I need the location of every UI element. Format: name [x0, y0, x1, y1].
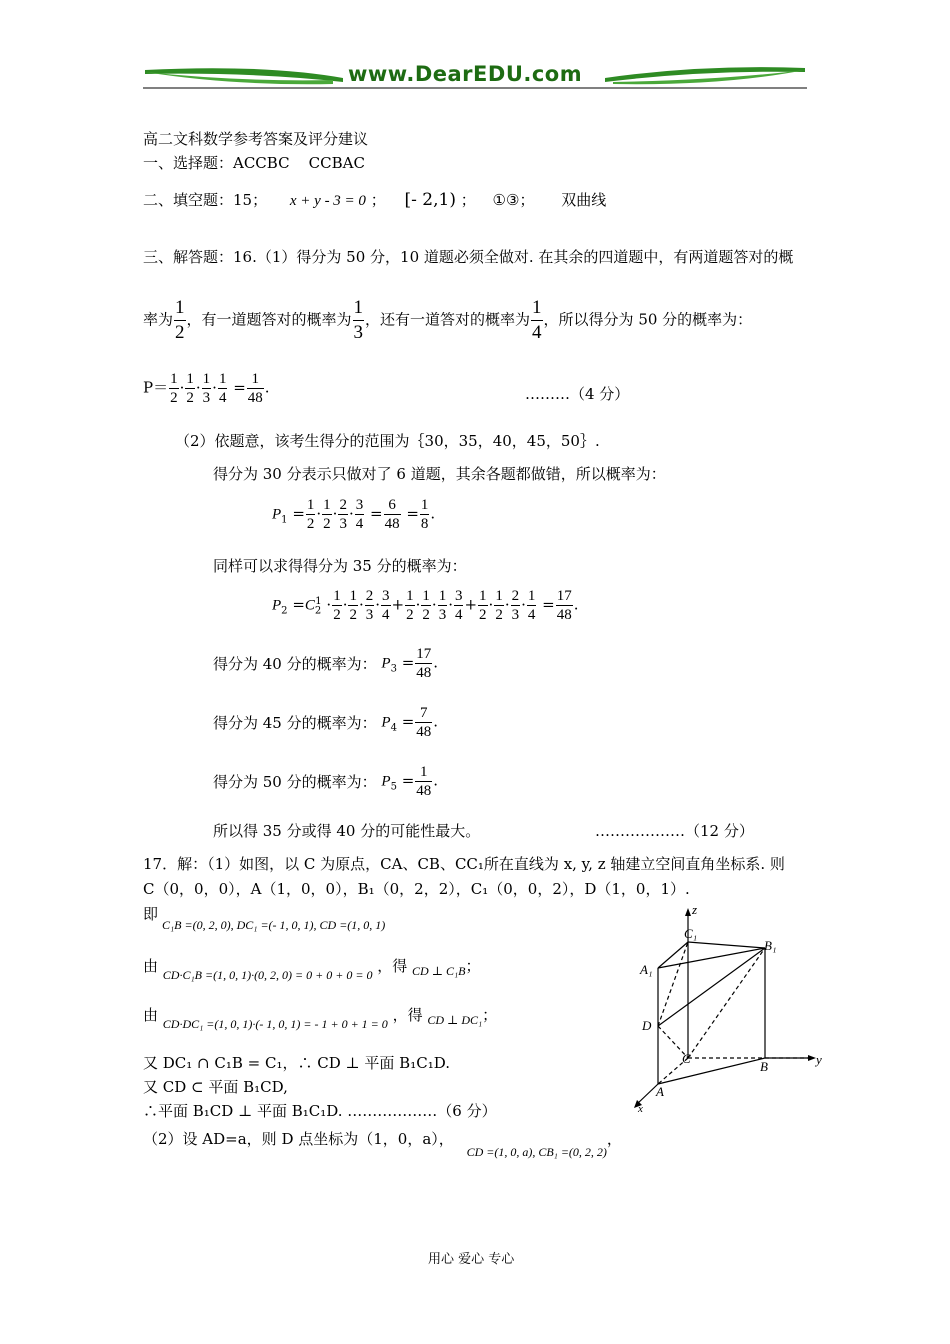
s2-sep2: ； [460, 191, 476, 209]
s3-score-4: ………（4 分） [525, 385, 630, 403]
q17-dot1-row [143, 955, 481, 982]
formula-p2: $P_2 =C_2^1$ · $\frac{1}{2}$ · $\frac{1}{2}$ · $\frac{2}{3}$ · $\frac{3}{4}$ + $\frac{1}{2}$ · $\frac{1}{2}$ · $\frac{1}{3}$ · $\frac{3}{4}$ + $\frac{1}{2}$ · $\frac{1}{2}$ · $\frac{2}{3}$ · $\frac{1}{4}$ = $\frac{17}{48}$ . [272, 588, 579, 623]
label-b: B [760, 1059, 768, 1074]
label-c: C [682, 1051, 691, 1066]
perp1: CD ⊥ C₁B [412, 964, 466, 978]
edge-a-b [658, 1058, 765, 1084]
label-c1: C₁ [684, 926, 698, 941]
q17-line1: 17．解：（1）如图，以 C 为原点，CA、CB、CC₁所在直线为 x, y, z 轴建立空间直角坐标系. 则 [143, 855, 785, 873]
page-footer: 用心 爱心 专心 [428, 1252, 515, 1267]
q17-line2: C（0，0，0），A（1，0，0），B₁（0，2，2），C₁（0，0，2），D（1，0，1）. [143, 880, 690, 898]
you-1: 由 [143, 957, 159, 975]
de-1: ，得 [377, 957, 408, 975]
page-title: 高二文科数学参考答案及评分建议 [143, 130, 369, 148]
perp2: CD ⊥ DC₁ [427, 1013, 483, 1027]
edge-c-b1 [688, 948, 765, 1058]
s2-equation: x + y - 3 = 0 [289, 193, 366, 209]
fraction-third: $\frac{1}{3}$ [353, 297, 364, 343]
s2-interval: [- 2,1) [404, 190, 456, 210]
s3-p40-row: 得分为 40 分的概率为： $P_3$ = $\frac{17}{48}$ . [213, 646, 439, 681]
prism-figure [620, 898, 830, 1118]
fraction-quarter: $\frac{1}{4}$ [532, 297, 542, 343]
site-logo: www.DearEDU.com [348, 62, 583, 86]
label-z: z [692, 902, 698, 917]
dot1: CD·C₁B =(1, 0, 1)·(0, 2, 0) = 0 + 0 + 0 = 0 [162, 968, 373, 982]
edge-c1-a1 [658, 942, 688, 968]
s2-sep: ； [370, 191, 386, 209]
p50-label: 得分为 50 分的概率为： [213, 773, 377, 791]
section-2-fill [143, 189, 606, 210]
s2-circ: ①③； [492, 191, 535, 209]
s3-line1: 三、解答题：16.（1）得分为 50 分，10 道题必须全做对. 在其余的四道题中，有两道题答对的概 [143, 248, 794, 266]
s3-part2: （2）依题意，该考生得分的范围为｛30，35，40，45，50｝. [175, 432, 600, 450]
s3-line2 [143, 296, 752, 345]
de-2: ，得 [392, 1006, 423, 1024]
s3-conclusion: 所以得 35 分或得 40 分的可能性最大。 [213, 822, 481, 840]
p40-label: 得分为 40 分的概率为： [213, 655, 377, 673]
formula-p1: $P_1$ = $\frac{1}{2}$ · $\frac{1}{2}$ · $\frac{2}{3}$ · $\frac{3}{4}$ = $\frac{6}{48}$ = $\frac{1}{8}$ . [272, 497, 436, 532]
s3-l2-d: ，所以得分为 50 分的概率为： [543, 310, 753, 329]
fraction-half: $\frac{1}{2}$ [175, 297, 185, 343]
q17-again2: 又 CD ⊂ 平面 B₁CD, [143, 1078, 288, 1096]
label-d: D [642, 1018, 652, 1033]
label-x: x [638, 1103, 643, 1115]
p2-text: （2）设 AD=a，则 D 点坐标为（1，0，a）， [143, 1130, 454, 1148]
p2-comma: ， [606, 1130, 622, 1148]
p-lhs: P＝ [143, 378, 169, 397]
p2-vectors: CD =(1, 0, a), CB₁ =(0, 2, 2) [466, 1145, 607, 1159]
you-2: 由 [143, 1006, 159, 1024]
edge-c1-b1 [688, 942, 765, 948]
s3-l2-c: ，还有一道答对的概率为 [365, 310, 531, 329]
s2-last: 双曲线 [561, 191, 607, 209]
label-a: A [656, 1084, 664, 1099]
s3-l2-b: ，有一道题答对的概率为 [186, 310, 352, 329]
q17-ji: 即 [143, 905, 159, 923]
s3-p30: 得分为 30 分表示只做对了 6 道题，其余各题都做错，所以概率为： [213, 465, 666, 483]
edge-a1-b1 [658, 948, 765, 968]
header-banner [143, 60, 807, 92]
section-1-choice: 一、选择题：ACCBC CCBAC [143, 154, 365, 172]
s3-p50-row: 得分为 50 分的概率为： $P_5$ = $\frac{1}{48}$ . [213, 764, 439, 799]
s2-label: 二、填空题：15； [143, 191, 268, 209]
s3-l2-a: 率为 [143, 310, 174, 329]
s3-same: 同样可以求得得分为 35 分的概率为： [213, 557, 467, 575]
dot2: CD·DC₁ =(1, 0, 1)·(- 1, 0, 1) = - 1 + 0 + 1 = 0 [162, 1017, 388, 1031]
p45-label: 得分为 45 分的概率为： [213, 714, 377, 732]
semi-1: ； [465, 957, 481, 975]
q17-therefore: ∴平面 B₁CD ⊥ 平面 B₁C₁D. ………………（6 分） [143, 1102, 497, 1120]
q17-part2 [143, 1128, 622, 1159]
label-a1: A₁ [640, 962, 653, 977]
label-y: y [816, 1052, 822, 1067]
label-b1: B₁ [764, 938, 777, 953]
p-result: $\frac{1}{48}$ [247, 371, 263, 406]
q17-again1: 又 DC₁ ∩ C₁B = C₁，∴ CD ⊥ 平面 B₁C₁D. [143, 1054, 450, 1072]
x-axis [636, 1084, 658, 1105]
s3-score-12: ………………（12 分） [595, 822, 754, 840]
edge-d-b1 [658, 948, 765, 1026]
s3-p-formula: P＝ $\frac{1}{2}$ · $\frac{1}{2}$ · $\frac{1}{3}$ · $\frac{1}{4}$ = $\frac{1}{48}$ . [143, 371, 270, 406]
s3-p45-row: 得分为 45 分的概率为： $P_4$ = $\frac{7}{48}$ . [213, 705, 439, 740]
q17-vectors: C₁B =(0, 2, 0), DC₁ =(- 1, 0, 1), CD =(1, 0, 1) [162, 918, 386, 932]
semi-2: ； [482, 1006, 498, 1024]
q17-dot2-row [143, 1004, 498, 1031]
